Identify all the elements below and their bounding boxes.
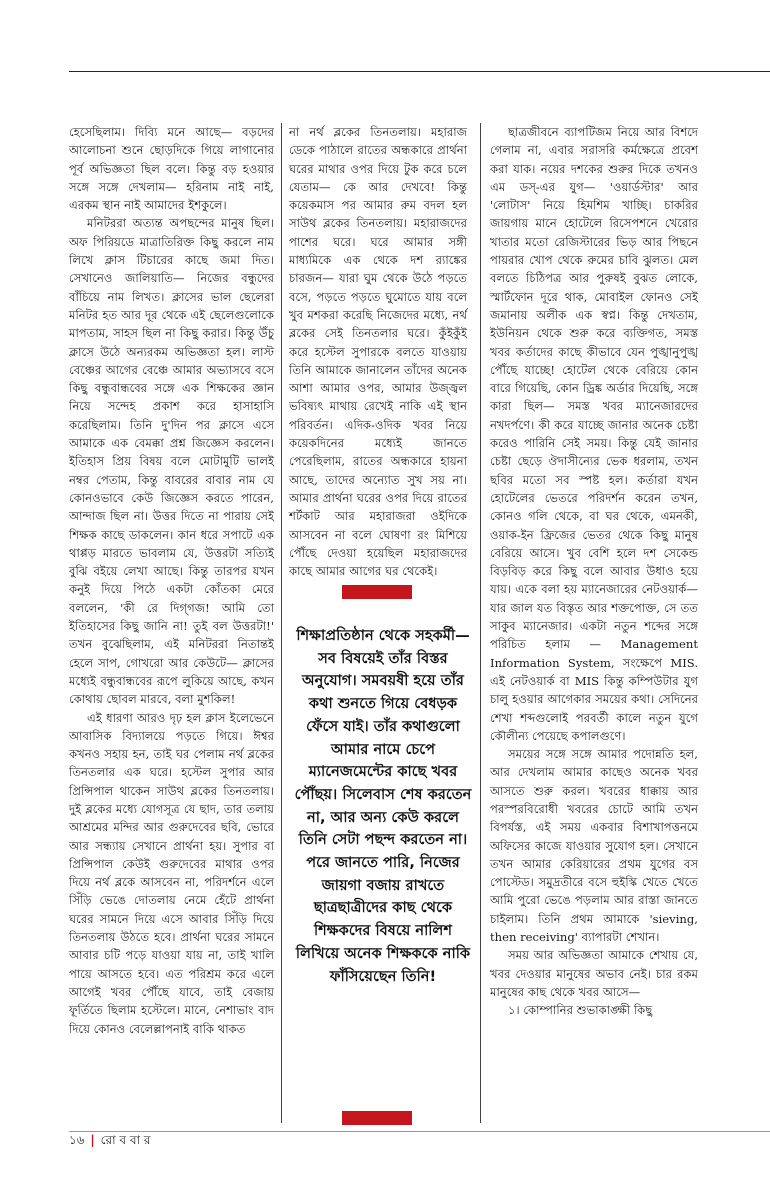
pull-quote-text: শিক্ষাপ্রতিষ্ঠান থেকে সহকর্মী— সব বিষয়েই তাঁর বিস্তর অনুযোগ। সমবয়ষী হয়ে তাঁর কথা শুনতে গিয়ে বেধড়ক ফেঁসে যাই। তাঁর কথাগুলো আমার নামে চেপে ম্যানেজমেন্টের কাছে খবর পৌঁছয়। সিলেবাস শেষ করতেন না, আর অন্য কেউ করলে তিনি সেটা পছন্দ করতেন না। পরে জানতে পারি, নিজের জায়গা বজায় রাখতে ছাত্রছাত্রীদের কাছ থেকে শিক্ষকদের বিষয়ে নালিশ লিখিয়ে অনেক শিক্ষককে নাকি ফাঁসিয়েছেন তিনি! xyxy=(294,627,472,985)
column-divider xyxy=(281,123,282,1123)
pull-quote-bottom-bar xyxy=(342,1111,412,1125)
paragraph: এই ধারণা আরও দৃঢ় হল ক্লাস ইলেভেনে আবাসিক বিদ্যালয়ে পড়তে গিয়ে। ঈশ্বর কখনও সহায় হন, তাই ঘর পেলাম নর্থ ব্লকের তিনতলার এক ঘরে। হস্টেল সুপার আর প্রিন্সিপাল থাকেন সাউথ ব্লকের তিনতলায়। দুই ব্লকের মধ্যে যোগসূত্র যে ছাদ, তার তলায় আশ্রমের মন্দির আর গুরুদেবের ছবি, ভোরে আর সন্ধ্যায় সেখানে প্রার্থনা হয়। সুপার বা প্রিন্সিপাল কেউই গুরুদেবের মাথার ওপর দিয়ে নর্থ ব্লকে আসবেন না, পরিদর্শনে এলে সিঁড়ি ভেঙে দোতলায় নেমে হেঁটে প্রার্থনা ঘরের সামনে দিয়ে এসে আবার সিঁড়ি দিয়ে তিনতলায় উঠতে হবে। প্রার্থনা ঘরের সামনে আবার চটি পড়ে যাওয়া যায় না, তাই খালি পায়ে আসতে হবে। এত পরিশ্রম করে এলে আগেই খবর পৌঁছে যাবে, তাই বেজায় ফূর্তিতে ছিলাম হস্টেলে। মানে, নেশাভাং বাদ দিয়ে কোনও বেলেল্লাপনাই বাকি থাকত xyxy=(69,710,274,1036)
article-column-1 xyxy=(69,123,274,1038)
paragraph: ছাত্রজীবনে ব্যাপটিজম নিয়ে আর বিশদে গেলাম না, এবার সরাসরি কর্মক্ষেত্রে প্রবেশ করা যাক। নয়ের দশকের শুরুর দিকে তখনও এম ডস্‌-এর যুগ— 'ওয়ার্ডস্টার' আর 'লোটাস' নিয়ে হিমশিম খাচ্ছি। চাকরির জায়গায় মানে হোটেলে রিসেপশনে খেরোর খাতার মতো রেজিস্টারের ভিড় আর পিছনে পায়রার খোপ থেকে রুমের চাবি ঝুলত। মেল বলতে চিঠিপত্র আর পুরুষই বুঝত লোকে, স্মার্টফোন দূরে থাক, মোবাইল ফোনও সেই জমানায় অলীক এক স্বপ্ন। কিন্তু দেখতাম, ইউনিয়ন থেকে শুরু করে ব্যক্তিগত, সমস্ত খবর কর্তাদের কাছে কীভাবে যেন পুঙ্খানুপুঙ্খ পৌঁছে যাচ্ছে! হোটেল থেকে বেরিয়ে কোন বারে গিয়েছি, কোন ড্রিঙ্ক অর্ডার দিয়েছি, সঙ্গে কারা ছিল— সমস্ত খবর ম্যানেজারদের নখদর্পণে। কী করে যাচ্ছে জানার অনেক চেষ্টা করেও পারিনি সেই সময়। কিন্তু যেই জানার চেষ্টা ছেড়ে ঔদাসীন্যের ভেক ধরলাম, তখন ছবির মতো সব স্পষ্ট হল। কর্তারা যখন হোটেলের ভেতরে পরিদর্শন করেন তখন, কোনও গলি থেকে, বা ঘর থেকে, এমনকী, ওয়াক-ইন ফ্রিজের ভেতর থেকে কিছু মানুষ বেরিয়ে আসে। খুব বেশি হলে দশ সেকেন্ড বিড়বিড় করে কিছু বলে আবার উধাও হয়ে যায়। একে বলা হয় ম্যানেজারের নেটওয়ার্ক— যার জাল যত বিস্তৃত আর শক্তপোক্ত, সে তত সাকুব ম্যানেজার। একটা নতুন শব্দের সঙ্গে পরিচিত হলাম — Management Information System, সংক্ষেপে MIS. এই নেটওয়ার্ক বা MIS কিন্তু কম্পিউটার যুগ চালু হওয়ার আগেকার সময়ের কথা। সেদিনের শেখা শব্দগুলোই পরবর্তী কালে নতুন যুগে কৌলীন্য পেয়েছে কপালগুণে। xyxy=(490,125,698,743)
paragraph: হেসেছিলাম। দিব্যি মনে আছে— বড়দের আলোচনা শুনে ছোড়দিকে গিয়ে লাগানোর পূর্ব অভিজ্ঞতা ছিল বলে। কিন্তু বড় হওয়ার সঙ্গে সঙ্গে দেখলাম— হরিনাম নাই নাই, এরকম স্থান নাই আমাদের ইশকুলে। xyxy=(69,125,274,213)
paragraph: সময় আর অভিজ্ঞতা আমাকে শেখায় যে, খবর দেওয়ার মানুষের অভাব নেই। চার রকম মানুষের কাছ থেকে খবর আসে— xyxy=(490,948,698,999)
paragraph: ১। কোম্পানির শুভাকাঙ্ক্ষী কিছু xyxy=(508,1003,653,1018)
paragraph: মনিটররা অত্যন্ত অপছন্দের মানুষ ছিল। অফ পিরিয়ডে মাত্রাতিরিক্ত কিছু করলে নাম লিখে ক্লাস টিচারের কাছে জমা দিত। সেখানেও জালিয়াতি— নিজের বন্ধুদের বাঁচিয়ে নাম লিখত। ক্লাসের ভাল ছেলেরা মনিটর হত আর দূর থেকে এই ছেলেগুলোকে মাপতাম, সাহস ছিল না কিছু করার। কিন্তু উঁচু ক্লাসে উঠে অন্যরকম অভিজ্ঞতা হল। লাস্ট বেঞ্চের আগের বেঞ্চে আমার অভ্যাসবে বসে কিছু বন্ধুবান্ধবের সঙ্গে এক শিক্ষকের জ্ঞান নিয়ে সন্দেহ প্রকাশ করে হাসাহাসি করেছিলাম। তিনি দু'দিন পর ক্লাসে এসে আমাকে এক বেমক্কা প্রশ্ন জিজ্ঞেস করলেন। ইতিহাস প্রিয় বিষয় বলে মোটামুটি ভালই নম্বর পেতাম, কিন্তু বাবরের বাবার নাম যে কোনওভাবে কেউ জিজ্ঞেস করতে পারেন, আন্দাজ ছিল না। উত্তর দিতে না পারায় সেই শিক্ষক কাছে ডাকলেন। কান ধরে সপাটে এক থাপ্পড় মারতে ভাবলাম যে, উত্তরটা সত্যিই বুঝি বইয়ে লেখা আছে। কিন্তু তারপর যখন কনুই দিয়ে পিঠে একটা কোঁতকা মেরে বললেন, 'কী রে দিগ্‌গজ! আমি তো ইতিহাসের কিছু জানি না! তুই বল উত্তরটা!' তখন বুঝেছিলাম, এই মনিটররা নিতান্তই হেলে সাপ, গোখরো আর কেউটে— ক্লাসের মধ্যেই বন্ধুবান্ধবের রূপে লুকিয়ে আছে, কখন কোথায় ছোবল মারবে, বলা মুশকিল! xyxy=(69,216,274,707)
pull-quote xyxy=(294,585,472,1125)
magazine-name: রো ব বা র xyxy=(100,1133,151,1147)
bottom-rule xyxy=(69,1131,770,1132)
column-divider xyxy=(480,123,481,1123)
top-rule xyxy=(69,71,770,72)
page-number: ১৬ xyxy=(69,1133,85,1147)
paragraph: না নর্থ ব্লকের তিনতলায়। মহারাজ ডেকে পাঠালে রাতের অন্ধকারে প্রার্থনা ঘরের মাথার ওপর দিয়ে টুক করে চলে যেতাম— কে আর দেখবে! কিন্তু কয়েকমাস পর আমার রুম বদল হল সাউথ ব্লকের তিনতলায়। মহারাজদের পাশের ঘরে। ঘরে আমার সঙ্গী মাধ্যমিকে এক থেকে দশ র‍্যাঙ্কের চারজন— যারা ঘুম থেকে উঠে পড়তে বসে, পড়তে পড়তে ঘুমোতে যায় বলে খুব মশকরা করেছি নিজেদের মধ্যে, নর্থ ব্লকের সেই তিনতলার ঘরে। কুঁইকুঁই করে হস্টেল সুপারকে বলতে যাওয়ায় তিনি আমাকে জানালেন তাঁদের অনেক আশা আমার ওপর, আমার উজ্জ্বল ভবিষ্যৎ মাথায় রেখেই নাকি এই স্থান পরিবর্তন। এদিক-ওদিক খবর নিয়ে কয়েকদিনের মধ্যেই জানতে পেরেছিলাম, রাতের অন্ধকারে হায়না আছে, তাদের অন্যোত সুখ সয় না। আমার প্রার্থনা ঘরের ওপর দিয়ে রাতের শর্টকাট আর মহারাজরা ওইদিকে আসবেন না বলে ঘোষণা রং মিশিয়ে পৌঁছে দেওয়া হয়েছিল মহারাজদের কাছে আমার আগের ঘর থেকেই। xyxy=(289,125,467,579)
page-footer xyxy=(69,1132,150,1152)
footer-separator: | xyxy=(90,1133,95,1147)
pull-quote-top-bar xyxy=(342,585,412,599)
paragraph: সময়ের সঙ্গে সঙ্গে আমার পদোন্নতি হল, আর দেখলাম আমার কাছেও অনেক খবর আসতে শুরু করল। খবরের ধাক্কায় আর পরস্পরবিরোধী খবরের চোটে আমি তখন বিপর্যস্ত, এই সময় একবার বিশাখাপত্তনমে অফিসের কাজে যাওয়ার সুযোগ হল। সেখানে তখন আমার কেরিয়ারের প্রথম যুগের বস পোস্টেড। সমুদ্রতীরে বসে হুইস্কি খেতে খেতে আমি পুরো ভেঙে পড়লাম আর রাস্তা জানতে চাইলাম। তিনি প্রথম আমাকে 'sieving, then receiving' ব্যাপারটা শেখান। xyxy=(490,747,698,945)
article-column-2 xyxy=(289,123,467,580)
article-column-3 xyxy=(490,123,698,1020)
